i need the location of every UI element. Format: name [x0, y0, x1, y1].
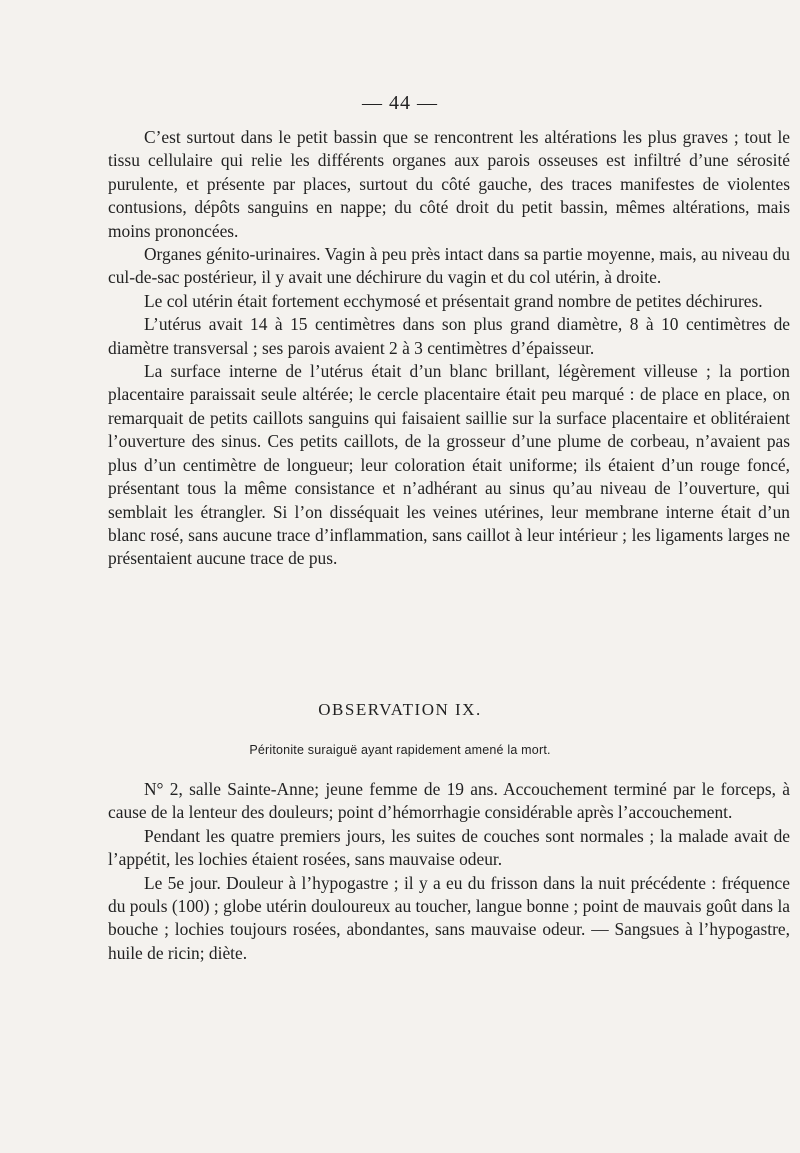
paragraph-genito-urinary: Organes génito-urinaires. Vagin à peu près intact dans sa partie moyenne, mais, au niveau du cul-de-sac postérieur, il y avait une déchirure du vagin et du col utérin, à droite. — [108, 244, 790, 288]
paragraph-patient-intro: N° 2, salle Sainte-Anne; jeune femme de 19 ans. Accouchement terminé par le forceps, à cause de la lenteur des douleurs; point d’hémorrhagie considérable après l’accouchement. — [108, 779, 790, 823]
paragraph-pelvis: C’est surtout dans le petit bassin que se rencontrent les altérations les plus graves ; tout le tissu cellulaire qui relie les différents organes aux parois osseuses est infiltré d’une sérosité purulente, et présente par places, surtout du côté gauche, des traces manifestes de violentes contusions, dépôts sanguins en nappe; du côté droit du petit bassin, mêmes altérations, mais moins prononcées. — [108, 127, 790, 241]
paragraph-fifth-day: Le 5e jour. Douleur à l’hypogastre ; il y a eu du frisson dans la nuit précédente : fréquence du pouls (100) ; globe utérin douloureux au toucher, langue bonne ; point de mauvais goût dans la bouche ; lochies toujours rosées, abondantes, sans mauvaise odeur. — Sangsues à l’hypogastre, huile de ricin; diète. — [108, 872, 790, 963]
paragraph-uterus-size: L’utérus avait 14 à 15 centimètres dans son plus grand diamètre, 8 à 10 centimètres de diamètre transversal ; ses parois avaient 2 à 3 centimètres d’épaisseur. — [108, 314, 790, 358]
section-heading: OBSERVATION IX. — [318, 700, 482, 719]
paragraph-cervix: Le col utérin était fortement ecchymosé et présentait grand nombre de petites déchirures. — [144, 290, 763, 311]
body-text-top — [108, 126, 790, 571]
paragraph-uterus-surface: La surface interne de l’utérus était d’un blanc brillant, légèrement villeuse ; la portion placentaire paraissait seule altérée; le cercle placentaire était peu marqué : de place en place, on remarquait de petits caillots sanguins qui faisaient saillie sur la surface placentaire et oblitéraient l’ouverture des sinus. Ces petits caillots, de la grosseur d’une plume de corbeau, n’avaient pas plus d’un centimètre de longueur; leur coloration était uniforme; ils étaient d’un rouge foncé, présentant tous la même consistance et n’adhérant au sinus qu’au niveau de l’ouverture, qui semblait les étrangler. Si l’on disséquait les veines utérines, leur membrane interne était d’un blanc rosé, sans aucune trace d’inflammation, sans caillot à leur intérieur ; les ligaments larges ne présentaient aucune trace de pus. — [108, 361, 790, 569]
paragraph-first-days: Pendant les quatre premiers jours, les suites de couches sont normales ; la malade avait de l’appétit, les lochies étaient rosées, sans mauvaise odeur. — [108, 825, 790, 870]
body-text-bottom — [108, 778, 790, 965]
page-number: — 44 — — [362, 92, 438, 114]
section-subheading: Péritonite suraiguë ayant rapidement amené la mort. — [249, 743, 551, 757]
